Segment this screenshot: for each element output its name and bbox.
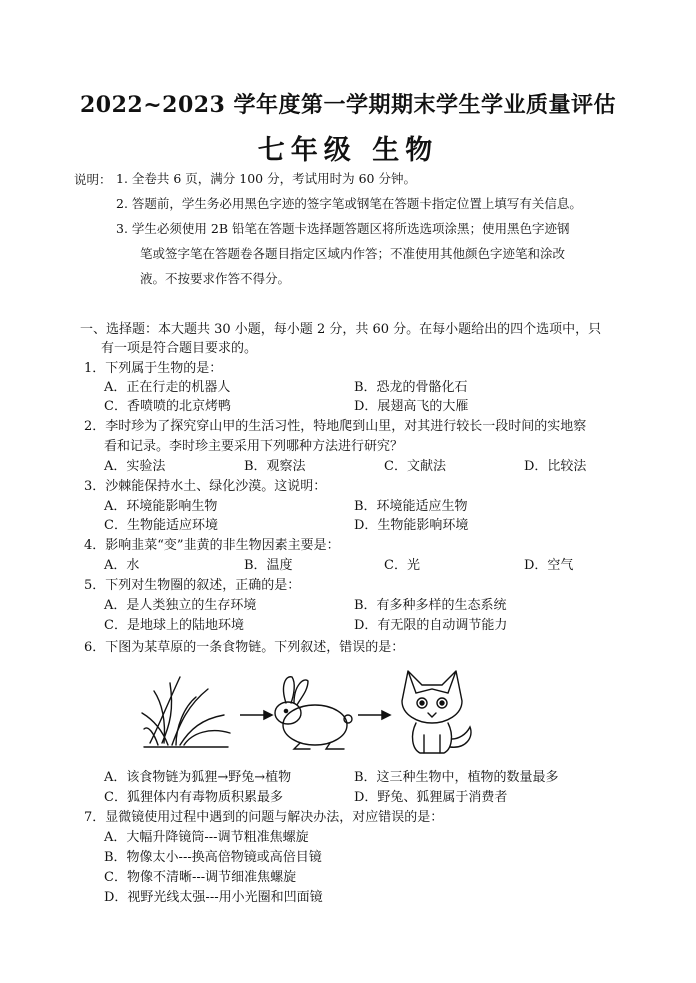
- question-3: 3．沙棘能保持水土、绿化沙漠。这说明：: [84, 479, 327, 494]
- q5-option-c: C．是地球上的陆地环境: [104, 618, 244, 633]
- instruction-2: 2. 答题前，学生务必用黑色字迹的签字笔或钢笔在答题卡指定位置上填写有关信息。: [116, 196, 582, 211]
- grass-icon: [142, 677, 230, 747]
- question-5: 5．下列对生物圈的叙述，正确的是：: [84, 578, 301, 593]
- q2-option-c: C．文献法: [384, 459, 446, 474]
- q7-option-b: B．物像太小---换高倍物镜或高倍目镜: [104, 850, 322, 865]
- q6-option-a: A．该食物链为狐狸→野兔→植物: [104, 770, 292, 785]
- question-6: 6．下图为某草原的一条食物链。下列叙述，错误的是：: [84, 640, 405, 655]
- instructions-label: 说明：: [74, 172, 112, 187]
- q7-option-c: C．物像不清晰---调节细准焦螺旋: [104, 870, 297, 885]
- page-subtitle: 七年级 生物: [257, 135, 439, 166]
- q3-option-d: D．生物能影响环境: [354, 518, 469, 533]
- arrow-icon: [358, 711, 390, 719]
- q2-option-b: B．观察法: [244, 459, 306, 474]
- page-title: 2022~2023 学年度第一学期期末学生学业质量评估: [79, 92, 617, 118]
- instruction-3-line2: 笔或签字笔在答题卷各题目指定区域内作答；不准使用其他颜色字迹笔和涂改: [140, 246, 566, 261]
- section-heading-line2: 有一项是符合题目要求的。: [101, 341, 258, 356]
- q3-option-c: C．生物能适应环境: [104, 518, 218, 533]
- q4-option-c: C．光: [384, 558, 420, 573]
- fox-icon: [402, 671, 471, 753]
- q5-option-a: A．是人类独立的生存环境: [104, 598, 257, 613]
- q4-option-d: D．空气: [524, 558, 574, 573]
- q3-option-a: A．环境能影响生物: [104, 499, 218, 514]
- question-1: 1．下列属于生物的是：: [84, 361, 223, 376]
- q5-option-d: D．有无限的自动调节能力: [354, 618, 508, 633]
- rabbit-icon: [275, 677, 352, 749]
- instruction-3-line3: 液。不按要求作答不得分。: [140, 271, 291, 286]
- q7-option-d: D．视野光线太强---用小光圈和凹面镜: [104, 890, 323, 905]
- q4-option-b: B．温度: [244, 558, 293, 573]
- q6-option-c: C．狐狸体内有毒物质积累最多: [104, 790, 283, 805]
- food-chain-figure: [140, 663, 480, 763]
- q4-option-a: A．水: [104, 558, 140, 573]
- question-4: 4．影响韭菜“变”韭黄的非生物因素主要是：: [84, 538, 340, 553]
- instruction-3: 3. 学生必须使用 2B 铅笔在答题卡选择题答题区将所选选项涂黑；使用黑色字迹钢: [116, 221, 570, 236]
- question-2-line2: 看和记录。李时珍主要采用下列哪种方法进行研究？: [104, 439, 404, 454]
- q6-option-d: D．野兔、狐狸属于消费者: [354, 790, 508, 805]
- arrow-icon: [240, 711, 272, 719]
- q1-option-b: B．恐龙的骨骼化石: [354, 380, 468, 395]
- question-7: 7．显微镜使用过程中遇到的问题与解决办法，对应错误的是：: [84, 810, 444, 825]
- q3-option-b: B．环境能适应生物: [354, 499, 468, 514]
- q6-option-b: B．这三种生物中，植物的数量最多: [354, 770, 559, 785]
- q2-option-d: D．比较法: [524, 459, 587, 474]
- q5-option-b: B．有多种多样的生态系统: [354, 598, 507, 613]
- q1-option-c: C．香喷喷的北京烤鸭: [104, 399, 231, 414]
- q2-option-a: A．实验法: [104, 459, 166, 474]
- section-heading: 一、选择题：本大题共 30 小题，每小题 2 分，共 60 分。在每小题给出的四个选项中，只: [80, 322, 602, 337]
- q7-option-a: A．大幅升降镜筒---调节粗准焦螺旋: [104, 830, 309, 845]
- question-2: 2．李时珍为了探究穿山甲的生活习性，特地爬到山里，对其进行较长一段时间的实地察: [84, 419, 587, 434]
- q1-option-a: A．正在行走的机器人: [104, 380, 231, 395]
- q1-option-d: D．展翅高飞的大雁: [354, 399, 469, 414]
- instruction-1: 1. 全卷共 6 页，满分 100 分，考试用时为 60 分钟。: [116, 171, 416, 186]
